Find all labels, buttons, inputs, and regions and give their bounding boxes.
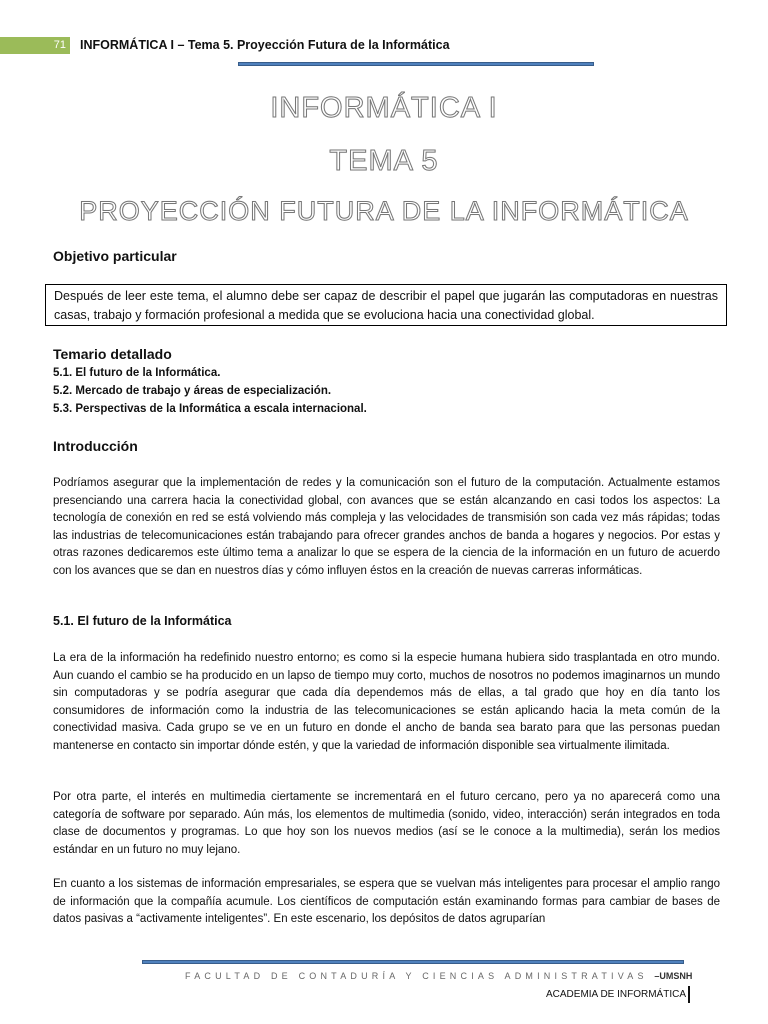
document-title-subject: PROYECCIÓN FUTURA DE LA INFORMÁTICA xyxy=(79,196,689,226)
temario-list xyxy=(53,364,713,418)
introduccion-heading: Introducción xyxy=(53,438,138,454)
section-5-1-heading: 5.1. El futuro de la Informática xyxy=(53,614,232,628)
temario-heading: Temario detallado xyxy=(53,346,172,362)
footer-divider xyxy=(142,960,684,964)
temario-item: 5.2. Mercado de trabajo y áreas de especialización. xyxy=(53,385,332,397)
introduccion-paragraph: Podríamos asegurar que la implementación de redes y la comunicación son el futuro de la computación. Actualmente estamos presenciando una carrera hacia la conectividad global, con avances que se están alcanzando en casi todos los aspectos: La tecnología de conexión en red se está volviendo más compleja y las velocidades de transmisión son cada vez más rápidas; todas las industrias de telecomunicaciones están trabajando para ofrecer grandes anchos de banda a hogares y negocios. Por estas y otras razones dedicaremos este último tema a analizar lo que se espera de la ciencia de la información en un futuro de acuerdo con los avances que se dan en nuestros días y cómo influyen éstos en la creación de nuevas carreras informáticas. xyxy=(53,477,720,577)
section-5-1-paragraph: Por otra parte, el interés en multimedia ciertamente se incrementará en el futuro cercano, pero ya no aparecerá como una categoría de software por separado. Aún más, los elementos de multimedia (sonido, video, interacción) serán integrados en toda clase de documentos y programas. Lo que hoy son los nuevos medios (así se le conoce a la multimedia), serán los medios estándar en un futuro no muy lejano. xyxy=(53,791,720,856)
footer-faculty xyxy=(185,971,692,981)
temario-item: 5.3. Perspectivas de la Informática a escala internacional. xyxy=(53,403,367,415)
document-title-course: INFORMÁTICA I xyxy=(270,92,498,124)
footer-academy-bar xyxy=(688,986,690,1003)
document-title-topic: TEMA 5 xyxy=(329,145,439,177)
header-divider xyxy=(238,62,594,66)
objetivo-heading: Objetivo particular xyxy=(53,248,177,264)
page-number: 71 xyxy=(0,37,70,54)
section-5-1-paragraph: En cuanto a los sistemas de información empresariales, se espera que se vuelvan más inteligentes para procesar el amplio rango de información que la compañía acumule. Los científicos de computación están examinando formas para cambiar de bases de datos pasivas a “activamente inteligentes”. En este escenario, los depósitos de datos agruparían xyxy=(53,878,720,925)
temario-item: 5.1. El futuro de la Informática. xyxy=(53,367,221,379)
objetivo-box: Después de leer este tema, el alumno debe ser capaz de describir el papel que jugarán las computadoras en nuestras casas, trabajo y formación profesional a medida que se evoluciona hacia una conectividad global. xyxy=(45,284,727,326)
footer-academy: ACADEMIA DE INFORMÁTICA xyxy=(545,989,686,1000)
footer-university: –UMSNH xyxy=(654,971,693,981)
running-header-title: INFORMÁTICA I – Tema 5. Proyección Futura de la Informática xyxy=(80,38,450,52)
section-5-1-paragraph: La era de la información ha redefinido nuestro entorno; es como si la especie humana hubiera sido trasplantada en otro mundo. Aun cuando el cambio se ha producido en un lapso de tiempo muy corto, muchos de nosotros no podemos imaginarnos un mundo sin computadoras y se podría asegurar que cada día dependemos más de ellas, a tal grado que hoy en día tanto los consumidores de información como la industria de las telecomunicaciones se están aplicando hacia la meta común de la conectividad masiva. Cada grupo se ve en un futuro en donde el ancho de banda sea barato para que las personas puedan mantenerse en contacto sin importar dónde estén, y que la variedad de información disponible sea virtualmente ilimitada. xyxy=(53,652,720,752)
footer-faculty-name: FACULTAD DE CONTADURÍA Y CIENCIAS ADMINISTRATIVAS xyxy=(185,971,648,981)
